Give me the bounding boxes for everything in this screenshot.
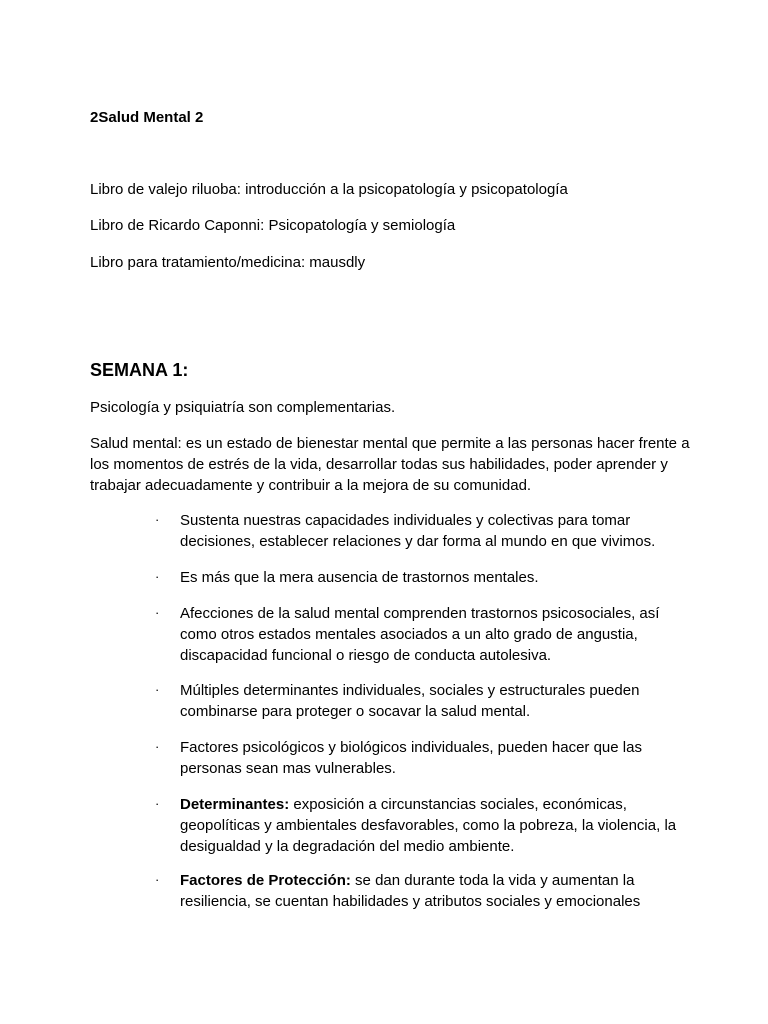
intro-paragraph: Psicología y psiquiatría son complementarias. xyxy=(90,399,396,416)
list-item-text: Factores de Protección: se dan durante toda la vida y aumentan la resiliencia, se cuentan habilidades y atributos sociales y emocionales xyxy=(180,872,641,910)
bullet-icon: · xyxy=(155,605,160,620)
document-title: 2Salud Mental 2 xyxy=(90,109,204,126)
bullet-icon: · xyxy=(155,739,160,754)
term-label: Factores de Protección: xyxy=(180,872,351,889)
list-item-text: Afecciones de la salud mental comprenden trastornos psicosociales, así como otros estados mentales asociados a un alto grado de angustia, discapacidad funcional o riesgo de conducta autolesiva. xyxy=(180,605,660,664)
bullet-icon: · xyxy=(155,796,160,811)
bullet-icon: · xyxy=(155,569,160,584)
reference-line: Libro de Ricardo Caponni: Psicopatología y semiología xyxy=(90,217,456,234)
bullet-icon: · xyxy=(155,872,160,887)
list-item-text: Factores psicológicos y biológicos individuales, pueden hacer que las personas sean mas vulnerables. xyxy=(180,739,642,777)
list-item-text: Determinantes: exposición a circunstancias sociales, económicas, geopolíticas y ambientales desfavorables, como la pobreza, la violencia, la desigualdad y la degradación del medio ambiente. xyxy=(180,796,677,855)
definition-paragraph: Salud mental: es un estado de bienestar mental que permite a las personas hacer frente a los momentos de estrés de la vida, desarrollar todas sus habilidades, poder aprender y trabajar adecuadamente y contribuir a la mejora de su comunidad. xyxy=(90,435,690,494)
bullet-icon: · xyxy=(155,512,160,527)
list-item-text: Es más que la mera ausencia de trastornos mentales. xyxy=(180,569,539,586)
bullet-icon: · xyxy=(155,682,160,697)
list-item-text: Múltiples determinantes individuales, sociales y estructurales pueden combinarse para proteger o socavar la salud mental. xyxy=(180,682,640,720)
reference-line: Libro para tratamiento/medicina: mausdly xyxy=(90,254,366,271)
list-item-text: Sustenta nuestras capacidades individuales y colectivas para tomar decisiones, establecer relaciones y dar forma al mundo en que vivimos. xyxy=(180,512,656,550)
term-label: Determinantes: xyxy=(180,796,290,813)
week-heading: SEMANA 1: xyxy=(90,360,189,380)
reference-line: Libro de valejo riluoba: introducción a la psicopatología y psicopatología xyxy=(90,181,568,198)
